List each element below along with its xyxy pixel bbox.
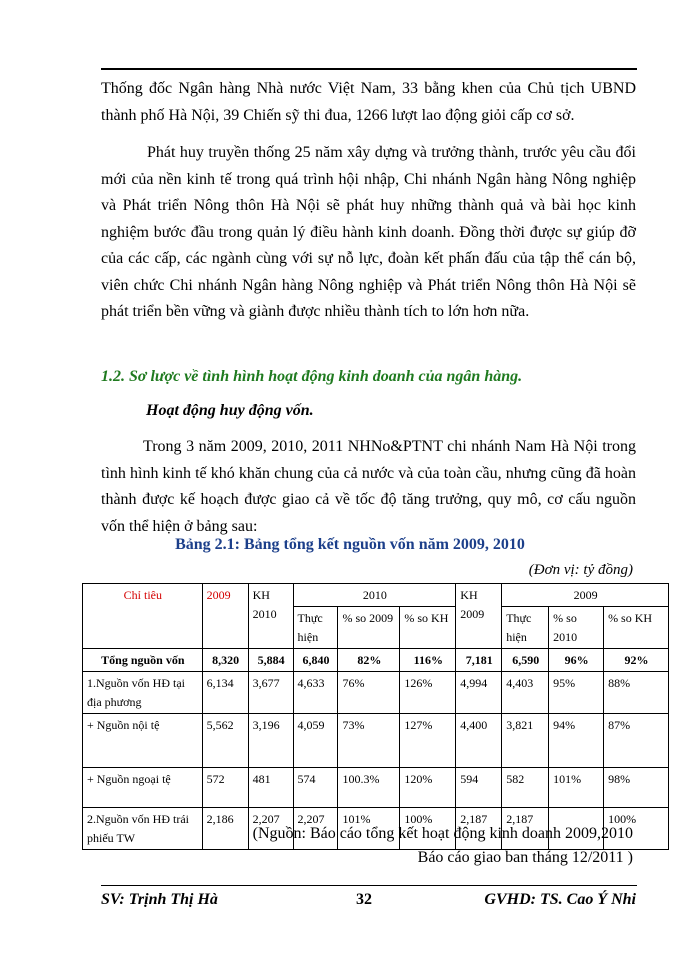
paragraph-capital: Trong 3 năm 2009, 2010, 2011 NHNo&PTNT chi nhánh Nam Hà Nội trong tình hình kinh tế khó khăn chung của cả nước và của toàn cầu, nhưng cũng đã hoàn thành được kế hoạch được giao cả về tốc độ tăng trưởng, quy mô, cơ cấu nguồn vốn thể hiện ở bảng sau:: [101, 438, 636, 535]
cell: 574: [293, 768, 338, 808]
row-label: + Nguồn nội tệ: [83, 714, 203, 768]
footer-student: SV: Trịnh Thị Hà: [101, 891, 218, 908]
cell: 7,181: [456, 649, 502, 672]
row-label: 1.Nguồn vốn HĐ tại địa phương: [83, 672, 203, 714]
cell: 88%: [604, 672, 669, 714]
subheader-pct-kh: % so KH: [604, 607, 669, 649]
header-2009: 2009: [202, 584, 248, 649]
cell: 82%: [338, 649, 400, 672]
table-row: [83, 649, 669, 672]
cell: 3,821: [502, 714, 549, 768]
header-2010: 2010: [293, 584, 456, 607]
cell: 2,207: [293, 808, 338, 850]
cell: 4,400: [456, 714, 502, 768]
table-source-line1: (Nguồn: Báo cáo tổng kết hoạt động kinh doanh 2009,2010: [252, 825, 633, 842]
page-number: 32: [356, 891, 372, 908]
cell: 95%: [549, 672, 604, 714]
cell: 101%: [549, 768, 604, 808]
cell: 4,633: [293, 672, 338, 714]
paragraph-tradition: Phát huy truyền thống 25 năm xây dựng và trưởng thành, trước yêu cầu đổi mới của nền kinh tế trong quá trình hội nhập, Chi nhánh Ngân hàng Nông nghiệp và Phát triển Nông thôn Hà Nội sẽ phát huy những thành quả và bài học kinh nghiệm bước đầu trong quản lý điều hành kinh doanh. Đồng thời được sự giúp đỡ của các cấp, các ngành cùng với sự nỗ lực, đoàn kết phấn đấu của tập thể cán bộ, viên chức Chi nhánh Ngân hàng Nông nghiệp và Phát triển Nông thôn Hà Nội sẽ phát triển bền vững và giành được nhiều thành tích to lớn hơn nữa.: [101, 144, 636, 320]
section-heading: 1.2. Sơ lược về tình hình hoạt động kinh doanh của ngân hàng.: [101, 368, 523, 385]
header-chi-tieu: Chỉ tiêu: [83, 584, 203, 649]
cell: 94%: [549, 714, 604, 768]
table-row: [83, 768, 669, 808]
subheader-pct-2009: % so 2009: [338, 607, 400, 649]
cell: 6,840: [293, 649, 338, 672]
row-label: + Nguồn ngoại tệ: [83, 768, 203, 808]
subheader-pct-kh: % so KH: [400, 607, 456, 649]
cell: 2,186: [202, 808, 248, 850]
row-label: Tổng nguồn vốn: [83, 649, 203, 672]
row-label: 2.Nguồn vốn HĐ trái phiếu TW: [83, 808, 203, 850]
subheader-pct-2010: % so 2010: [549, 607, 604, 649]
header-kh-2010: KH 2010: [248, 584, 293, 649]
cell: 76%: [338, 672, 400, 714]
cell: 126%: [400, 672, 456, 714]
cell: 73%: [338, 714, 400, 768]
header-rule: [101, 68, 637, 70]
cell: 127%: [400, 714, 456, 768]
cell: 100%: [604, 808, 669, 850]
subheading: Hoạt động huy động vốn.: [146, 402, 314, 419]
header-kh-2009: KH 2009: [456, 584, 502, 649]
cell: 481: [248, 768, 293, 808]
cell: 4,059: [293, 714, 338, 768]
table-source-line2: Báo cáo giao ban tháng 12/2011 ): [417, 849, 633, 866]
cell: 6,134: [202, 672, 248, 714]
cell: 100%: [400, 808, 456, 850]
table-unit: (Đơn vị: tỷ đồng): [528, 562, 633, 578]
cell: 96%: [549, 649, 604, 672]
cell: 2,187: [456, 808, 502, 850]
cell: 3,196: [248, 714, 293, 768]
table-row: [83, 672, 669, 714]
cell: 8,320: [202, 649, 248, 672]
cell: 3,677: [248, 672, 293, 714]
footer-rule: [101, 885, 637, 886]
cell: 2,207: [248, 808, 293, 850]
cell: 92%: [604, 649, 669, 672]
cell: 87%: [604, 714, 669, 768]
cell: 100.3%: [338, 768, 400, 808]
cell: 5,884: [248, 649, 293, 672]
cell: 4,994: [456, 672, 502, 714]
cell: 572: [202, 768, 248, 808]
cell: 4,403: [502, 672, 549, 714]
capital-table: [82, 583, 669, 850]
table-header-row: [83, 584, 669, 607]
cell: 98%: [604, 768, 669, 808]
cell: 594: [456, 768, 502, 808]
cell: 6,590: [502, 649, 549, 672]
footer-advisor: GVHD: TS. Cao Ý Nhi: [484, 891, 636, 908]
cell: 2,187: [502, 808, 549, 850]
cell: 101%: [338, 808, 400, 850]
cell: 120%: [400, 768, 456, 808]
subheader-thuc-hien: Thực hiện: [502, 607, 549, 649]
table-caption: Bảng 2.1: Bảng tổng kết nguồn vốn năm 2009, 2010: [175, 536, 525, 553]
header-2009-group: 2009: [502, 584, 669, 607]
table-row: [83, 714, 669, 768]
paragraph-awards: Thống đốc Ngân hàng Nhà nước Việt Nam, 33 bằng khen của Chủ tịch UBND thành phố Hà Nội, 39 Chiến sỹ thi đua, 1266 lượt lao động giỏi cấp cơ sở.: [101, 80, 636, 124]
cell: 5,562: [202, 714, 248, 768]
cell: 582: [502, 768, 549, 808]
cell: 116%: [400, 649, 456, 672]
subheader-thuc-hien: Thực hiện: [293, 607, 338, 649]
